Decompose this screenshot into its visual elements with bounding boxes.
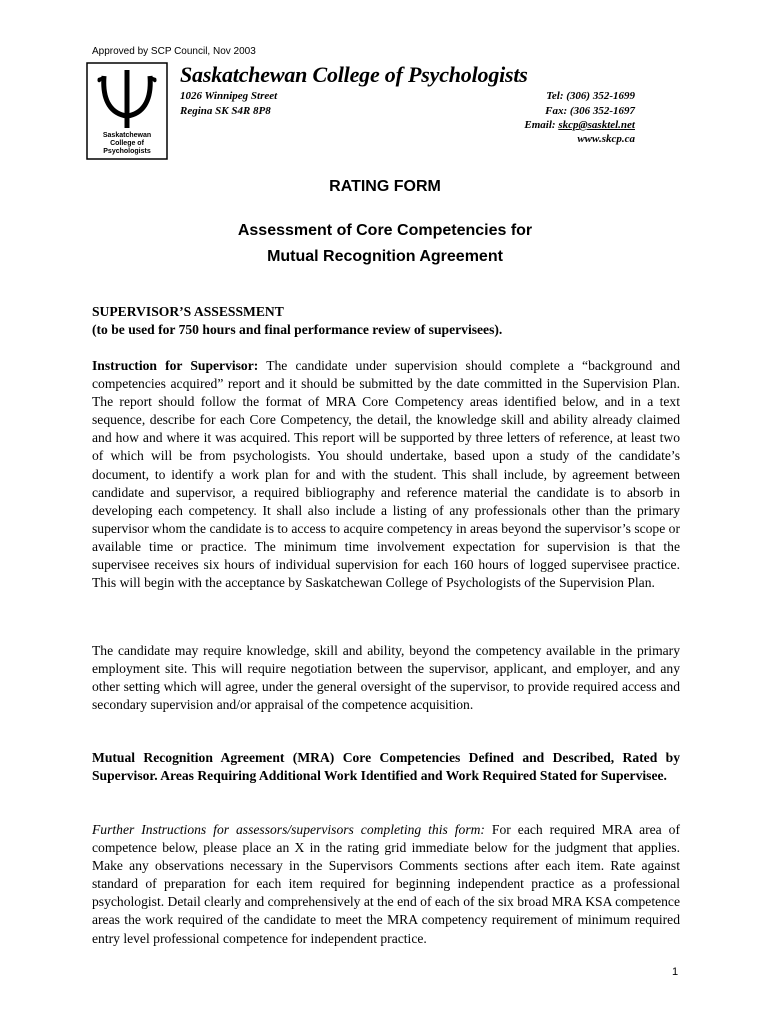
logo-text-line1: Saskatchewan: [102, 132, 152, 139]
instruction-text: The candidate under supervision should complete a “background and competencies acquired” report and it should be submitted by the date committed in the Supervision Plan. The report should follow the format of MRA Core Competency areas identified below, and in a text sequence, describe for each Core Competency, the detail, the knowledge skill and ability already claimed and how and where it was acquired. This report will be supported by three letters of reference, at least two of which will be from psychologists. You should undertake, based upon a study of the candidate’s document, to identify a work plan for and with the student. This shall include, by agreement between candidate and supervisor, a required bibliography and reference material the candidate is to absorb in developing each competency. It shall also include a listing of any professionals other than the primary supervisor whom the candidate is to access to acquire competency in areas beyond the supervisor’s scope or available time or practice. The minimum time involvement expectation for supervision is that the supervisee receives six hours of individual supervision for each 160 hours of logged supervisee practice. This will begin with the acceptance by Saskatchewan College of Psychologists of the Supervision Plan.: [92, 358, 680, 591]
form-title: RATING FORM: [329, 178, 441, 195]
college-logo: [86, 62, 168, 160]
instruction-paragraph: [92, 357, 680, 592]
further-label: Further Instructions for assessors/supervisors completing this form:: [92, 822, 485, 837]
page-number: 1: [672, 966, 679, 978]
further-text: For each required MRA area of competence below, please place an X in the rating grid immediate below for the judgment that applies. Make any observations necessary in the Supervisors Comments sections after each item. Rate against standard of preparation for each item required for beginning independent practice as a professional psychologist. Detail clearly and comprehensively at the end of each of the six broad MRA KSA competence areas the work required of the candidate to meet the MRA competency requirement of minimum required entry level professional competence for independent practice.: [92, 822, 680, 946]
approval-note: Approved by SCP Council, Nov 2003: [92, 46, 256, 57]
supervisor-heading-title: SUPERVISOR’S ASSESSMENT: [92, 304, 284, 319]
logo-text-line2: College of: [110, 140, 144, 147]
address-line1: 1026 Winnipeg Street: [180, 90, 278, 102]
candidate-paragraph: The candidate may require knowledge, skill and ability, beyond the competency available in the primary employment site. This will require negotiation between the supervisor, applicant, and employer, and any other setting which will agree, under the general oversight of the supervisor, to provide required access and secondary supervision and/or appraisal of the competence acquisition.: [92, 643, 680, 713]
org-name: Saskatchewan College of Psychologists: [180, 62, 528, 87]
supervisor-subheading: (to be used for 750 hours and final performance review of supervisees).: [92, 322, 503, 338]
subtitle-line2: Mutual Recognition Agreement: [267, 248, 503, 265]
further-instructions-paragraph: [92, 821, 680, 948]
tel: Tel: (306) 352-1699: [546, 90, 635, 102]
website-link[interactable]: www.skcp.ca: [577, 133, 635, 145]
address-line2: Regina SK S4R 8P8: [180, 105, 271, 117]
email-label: Email:: [524, 119, 556, 131]
email-line: [524, 119, 635, 131]
logo-text-line3: Psychologists: [103, 148, 151, 155]
email-link[interactable]: skcp@sasktel.net: [558, 119, 635, 131]
mra-heading: Mutual Recognition Agreement (MRA) Core Competencies Defined and Described, Rated by Supervisor. Areas Requiring Additional Work Identified and Work Required Stated for Supervisee.: [92, 750, 680, 784]
supervisor-heading: [92, 303, 680, 339]
instruction-label: Instruction for Supervisor:: [92, 358, 259, 373]
subtitle-line1: Assessment of Core Competencies for: [237, 222, 533, 239]
fax: Fax: (306 352-1697: [545, 105, 635, 117]
